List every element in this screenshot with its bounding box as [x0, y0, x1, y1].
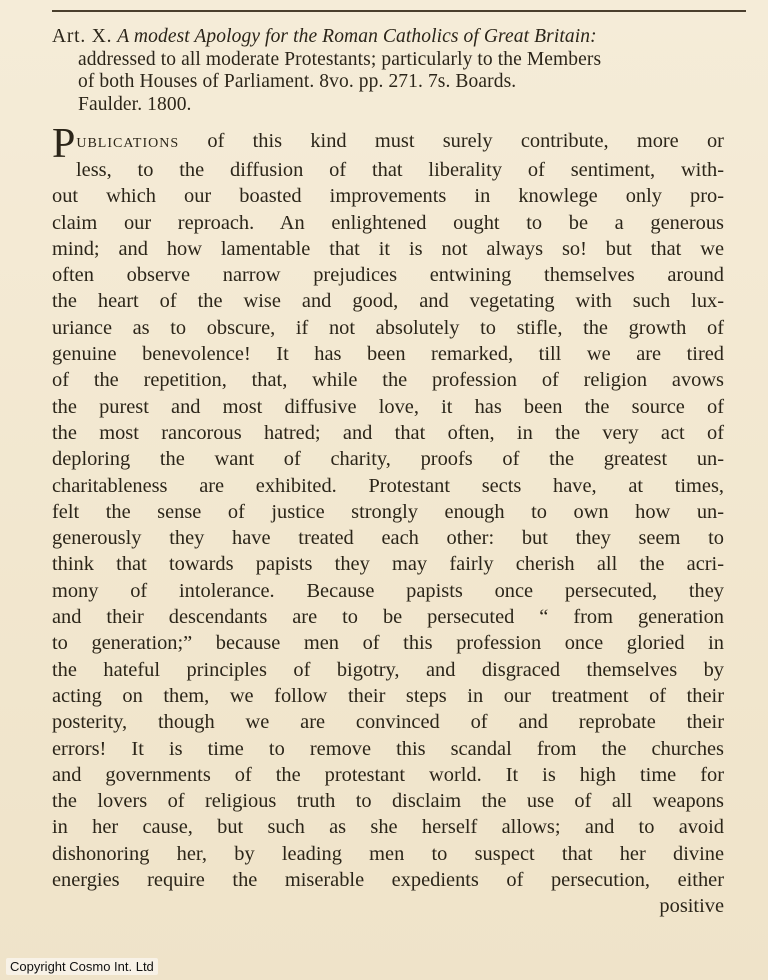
article-heading — [52, 26, 722, 116]
article-label: Art. X. — [52, 26, 113, 47]
article-title: A modest Apology for the Roman Catholics of Great Britain: — [117, 26, 597, 47]
body-line: think that towards papists they may fairly cherish all the acri- — [52, 553, 724, 576]
catchword: positive — [659, 895, 724, 918]
first-line-text: of this kind must surely contribute, more or — [207, 130, 724, 152]
body-line: the heart of the wise and good, and vegetating with such lux- — [52, 290, 724, 313]
top-rule — [52, 10, 746, 12]
body-line: the purest and most diffusive love, it has been the source of — [52, 395, 724, 418]
body-line: mony of intolerance. Because papists once persecuted, they — [52, 579, 724, 602]
body-line: the most rancorous hatred; and that often, in the very act of — [52, 421, 724, 444]
heading-line-3: of both Houses of Parliament. 8vo. pp. 271. 7s. Boards. — [78, 71, 517, 92]
heading-line-1 — [52, 26, 722, 49]
body-line: mind; and how lamentable that it is not always so! but that we — [52, 237, 724, 260]
heading-line-4: Faulder. 1800. — [78, 93, 192, 115]
body-line: genuine benevolence! It has been remarked, till we are tired — [52, 343, 724, 366]
body-line: in her cause, but such as she herself allows; and to avoid — [52, 816, 724, 839]
body-line: the lovers of religious truth to disclaim the use of all weapons — [52, 790, 724, 813]
drop-cap: P — [52, 121, 76, 167]
body-line: energies require the miserable expedients of persecution, either — [52, 869, 724, 892]
body-line: to generation;” because men of this profession once gloried in — [52, 632, 724, 655]
body-line: and governments of the protestant world. It is high time for — [52, 763, 724, 786]
body-line-first — [52, 121, 724, 167]
body-line: uriance as to obscure, if not absolutely to stifle, the growth of — [52, 316, 724, 339]
body-line: the hateful principles of bigotry, and disgraced themselves by — [52, 658, 724, 681]
article-body — [52, 121, 724, 920]
body-line: out which our boasted improvements in knowlege only pro- — [52, 185, 724, 208]
body-line: claim our reproach. An enlightened ought to be a generous — [52, 211, 724, 234]
copyright-watermark: Copyright Cosmo Int. Ltd — [6, 958, 158, 975]
body-line: less, to the diffusion of that liberality of sentiment, with- — [76, 159, 724, 181]
heading-line-2: addressed to all moderate Protestants; particularly to the Members — [78, 48, 602, 70]
body-line: charitableness are exhibited. Protestant sects have, at times, — [52, 474, 724, 497]
body-line: and their descendants are to be persecuted “ from generation — [52, 606, 724, 629]
body-line: often observe narrow prejudices entwining themselves around — [52, 264, 724, 287]
body-line: felt the sense of justice strongly enough to own how un- — [52, 500, 724, 523]
body-line: errors! It is time to remove this scandal from the churches — [52, 737, 724, 760]
body-line: of the repetition, that, while the profession of religion avows — [52, 369, 724, 392]
body-line: posterity, though we are convinced of and reprobate their — [52, 711, 724, 734]
body-line: dishonoring her, by leading men to suspect that her divine — [52, 842, 724, 865]
body-line: generously they have treated each other: but they seem to — [52, 527, 724, 550]
body-line: deploring the want of charity, proofs of the greatest un- — [52, 448, 724, 471]
body-line: acting on them, we follow their steps in our treatment of their — [52, 684, 724, 707]
opening-word: ublications — [76, 130, 180, 152]
